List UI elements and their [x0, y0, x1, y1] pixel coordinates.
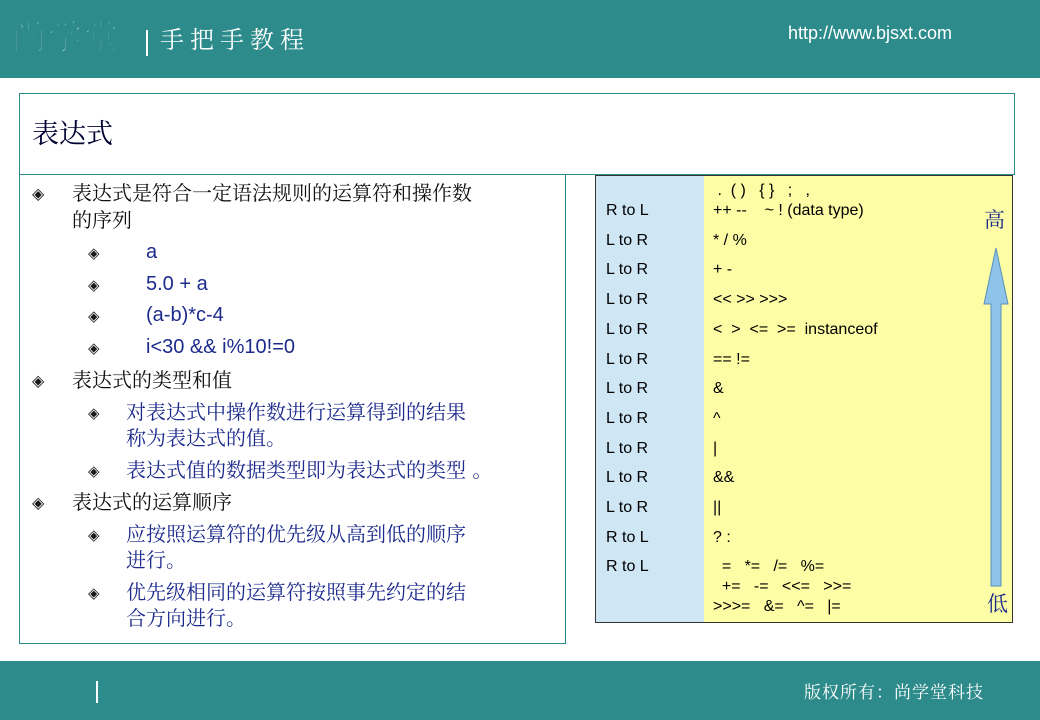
ops-cell: == !=	[713, 351, 750, 368]
assoc-cell: R to L	[606, 202, 649, 219]
header-divider	[146, 30, 148, 56]
site-url[interactable]: http://www.bjsxt.com	[788, 23, 953, 43]
precedence-high-label: 高	[984, 208, 1005, 232]
type-value-item-cont	[126, 426, 286, 450]
assoc-cell: L to R	[606, 321, 649, 338]
type-value-heading: 表达式的类型和值	[72, 368, 232, 392]
ops-cell: ||	[713, 499, 722, 516]
ops-cell: += -= <<= >>=	[713, 578, 852, 595]
order-item	[88, 580, 466, 605]
ops-cell: ? :	[713, 529, 731, 546]
assoc-cell: L to R	[606, 261, 649, 278]
precedence-up-arrow-icon	[982, 246, 1010, 590]
type-value-text: 表达式值的数据类型即为表达式的类型 。	[126, 458, 493, 482]
ops-cell: < > <= >= instanceof	[713, 321, 878, 338]
example-item	[88, 335, 295, 360]
example-item	[88, 240, 157, 265]
order-text-cont: 进行。	[126, 548, 186, 572]
bullet-order	[32, 490, 232, 515]
example-text: (a-b)*c-4	[146, 304, 224, 326]
diamond-bullet-icon: ◈	[32, 184, 45, 203]
definition-text-cont: 的序列	[72, 208, 132, 232]
slide-title: 表达式	[32, 119, 113, 150]
copyright-text: 版权所有：尚学堂科技	[804, 683, 984, 703]
ops-cell: |	[713, 440, 718, 457]
ops-cell: << >> >>>	[713, 291, 788, 308]
logo: 尚学堂	[12, 18, 120, 58]
order-text-cont: 合方向进行。	[126, 606, 246, 630]
order-text: 优先级相同的运算符按照事先约定的结	[126, 580, 466, 604]
assoc-cell: R to L	[606, 529, 649, 546]
definition-text: 表达式是符合一定语法规则的运算符和操作数	[72, 181, 472, 205]
bullet-definition-cont	[72, 208, 132, 232]
bullet-definition	[32, 181, 562, 206]
diamond-bullet-icon: ◈	[88, 276, 100, 294]
type-value-text: 对表达式中操作数进行运算得到的结果	[126, 400, 466, 424]
assoc-cell: R to L	[606, 558, 649, 575]
order-item-cont	[126, 606, 246, 630]
diamond-bullet-icon: ◈	[32, 371, 45, 390]
assoc-cell: L to R	[606, 351, 649, 368]
order-item-cont	[126, 548, 186, 572]
type-value-item	[88, 458, 492, 483]
diamond-bullet-icon: ◈	[88, 526, 100, 544]
diamond-bullet-icon: ◈	[88, 307, 100, 325]
ops-cell: . ( ) { } ; ,	[713, 182, 810, 199]
assoc-cell: L to R	[606, 499, 649, 516]
type-value-item	[88, 400, 466, 425]
tagline: 手把手教程	[160, 26, 310, 54]
assoc-cell: L to R	[606, 440, 649, 457]
example-text: a	[146, 241, 158, 263]
header-bar	[0, 0, 1040, 78]
diamond-bullet-icon: ◈	[88, 584, 100, 602]
example-text: i<30 && i%10!=0	[146, 336, 295, 358]
diamond-bullet-icon: ◈	[88, 339, 100, 357]
footer-divider	[96, 681, 98, 703]
assoc-cell: L to R	[606, 469, 649, 486]
footer-bar	[0, 661, 1040, 720]
order-item	[88, 522, 466, 547]
precedence-low-label: 低	[987, 592, 1008, 616]
ops-cell: ^	[713, 410, 721, 427]
order-text: 应按照运算符的优先级从高到低的顺序	[126, 522, 466, 546]
assoc-cell: L to R	[606, 291, 649, 308]
title-box	[19, 93, 1015, 175]
ops-cell: + -	[713, 261, 733, 278]
ops-cell: = *= /= %=	[713, 558, 825, 575]
operators-column	[704, 176, 1012, 622]
assoc-cell: L to R	[606, 380, 649, 397]
ops-cell: >>>= &= ^= |=	[713, 598, 841, 615]
diamond-bullet-icon: ◈	[88, 404, 100, 422]
operator-precedence-table	[595, 175, 1013, 623]
bullet-type-value	[32, 368, 232, 393]
diamond-bullet-icon: ◈	[88, 462, 100, 480]
assoc-cell: L to R	[606, 232, 649, 249]
type-value-text-cont: 称为表达式的值。	[126, 426, 286, 450]
ops-cell: &&	[713, 469, 735, 486]
order-heading: 表达式的运算顺序	[72, 490, 232, 514]
example-text: 5.0 + a	[146, 273, 208, 295]
example-item	[88, 303, 224, 328]
assoc-cell: L to R	[606, 410, 649, 427]
example-item	[88, 272, 208, 297]
ops-cell: ++ -- ~ ! (data type)	[713, 202, 864, 219]
diamond-bullet-icon: ◈	[32, 493, 45, 512]
diamond-bullet-icon: ◈	[88, 244, 100, 262]
ops-cell: &	[713, 380, 724, 397]
ops-cell: * / %	[713, 232, 747, 249]
